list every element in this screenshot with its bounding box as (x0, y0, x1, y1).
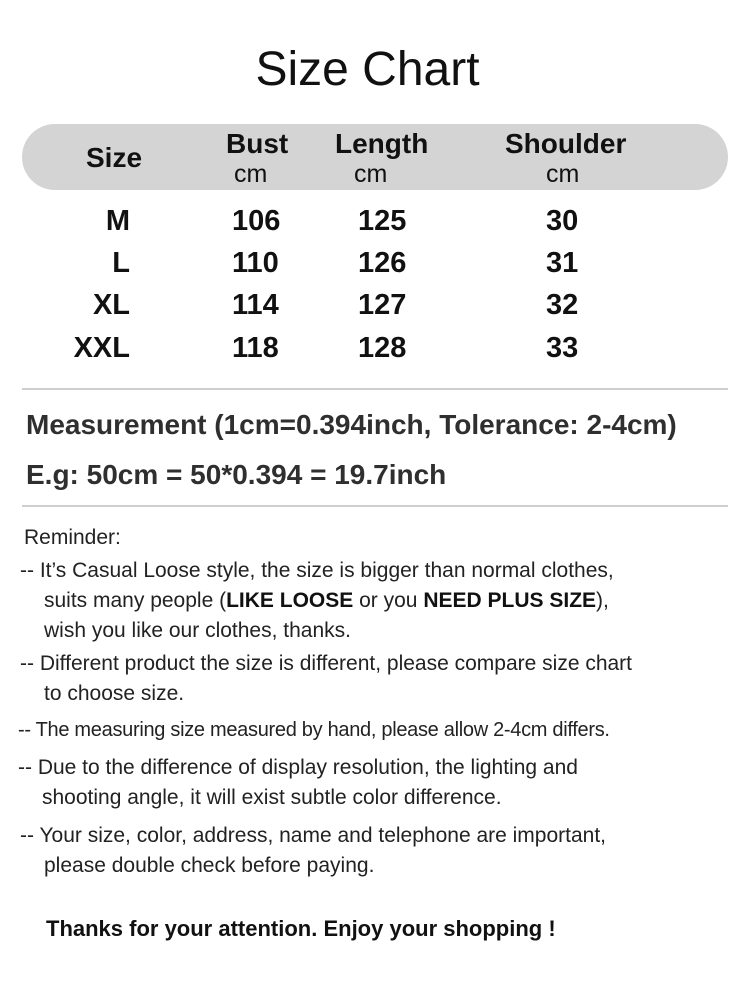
divider (22, 388, 728, 390)
bust-cell: 110 (232, 247, 279, 279)
reminder-line: -- Different product the size is different, please compare size chart (20, 652, 633, 675)
shoulder-header: Shoulder (505, 128, 627, 159)
divider (22, 505, 728, 507)
reminder-line: -- Your size, color, address, name and telephone are important, (20, 824, 607, 847)
bust-cell: 114 (232, 289, 279, 321)
size-header: Size (86, 142, 143, 173)
shoulder-cell: 30 (546, 205, 579, 237)
like-loose-emphasis: LIKE LOOSE (226, 589, 354, 612)
shoulder-cell: 32 (546, 289, 579, 321)
bust-header: Bust (226, 128, 289, 159)
length-header: Length (335, 128, 429, 159)
length-cell: 125 (358, 205, 407, 237)
shoulder-cell: 31 (546, 247, 579, 279)
reminder-item (18, 753, 578, 813)
plus-size-emphasis: NEED PLUS SIZE (423, 589, 597, 612)
reminder-line: wish you like our clothes, thanks. (44, 619, 351, 642)
length-cell: 127 (358, 289, 407, 321)
measurement-note: Measurement (1cm=0.394inch, Tolerance: 2-4cm) (26, 409, 677, 440)
bust-unit: cm (234, 160, 268, 188)
length-unit: cm (354, 160, 388, 188)
table-row (0, 332, 750, 372)
table-row (0, 289, 750, 329)
size-cell: L (112, 247, 130, 279)
reminder-line: to choose size. (44, 682, 185, 705)
thanks-message: Thanks for your attention. Enjoy your shopping ! (46, 916, 556, 941)
table-row (0, 205, 750, 245)
reminder-item (20, 821, 606, 881)
bust-cell: 118 (232, 332, 279, 364)
size-cell: XL (92, 289, 130, 321)
size-cell: XXL (73, 332, 130, 364)
reminder-item (20, 556, 614, 646)
reminder-title: Reminder: (24, 526, 121, 549)
length-cell: 126 (358, 247, 407, 279)
shoulder-unit: cm (546, 160, 580, 188)
conversion-example: E.g: 50cm = 50*0.394 = 19.7inch (26, 459, 447, 490)
page-title: Size Chart (255, 43, 480, 96)
length-cell: 128 (358, 332, 407, 364)
reminder-item (20, 649, 632, 709)
size-cell: M (105, 205, 130, 237)
reminder-line: -- Due to the difference of display resolution, the lighting and (18, 756, 578, 779)
reminder-item (18, 715, 610, 745)
bust-cell: 106 (232, 205, 281, 237)
reminder-line: -- It’s Casual Loose style, the size is bigger than normal clothes, (20, 559, 614, 582)
table-row (0, 247, 750, 287)
reminder-line: shooting angle, it will exist subtle color difference. (42, 786, 502, 809)
reminder-line: -- The measuring size measured by hand, please allow 2-4cm differs. (18, 719, 610, 741)
reminder-line: please double check before paying. (44, 854, 375, 877)
reminder-line: suits many people (LIKE LOOSE or you NEED PLUS SIZE), (44, 589, 609, 612)
shoulder-cell: 33 (546, 332, 579, 364)
